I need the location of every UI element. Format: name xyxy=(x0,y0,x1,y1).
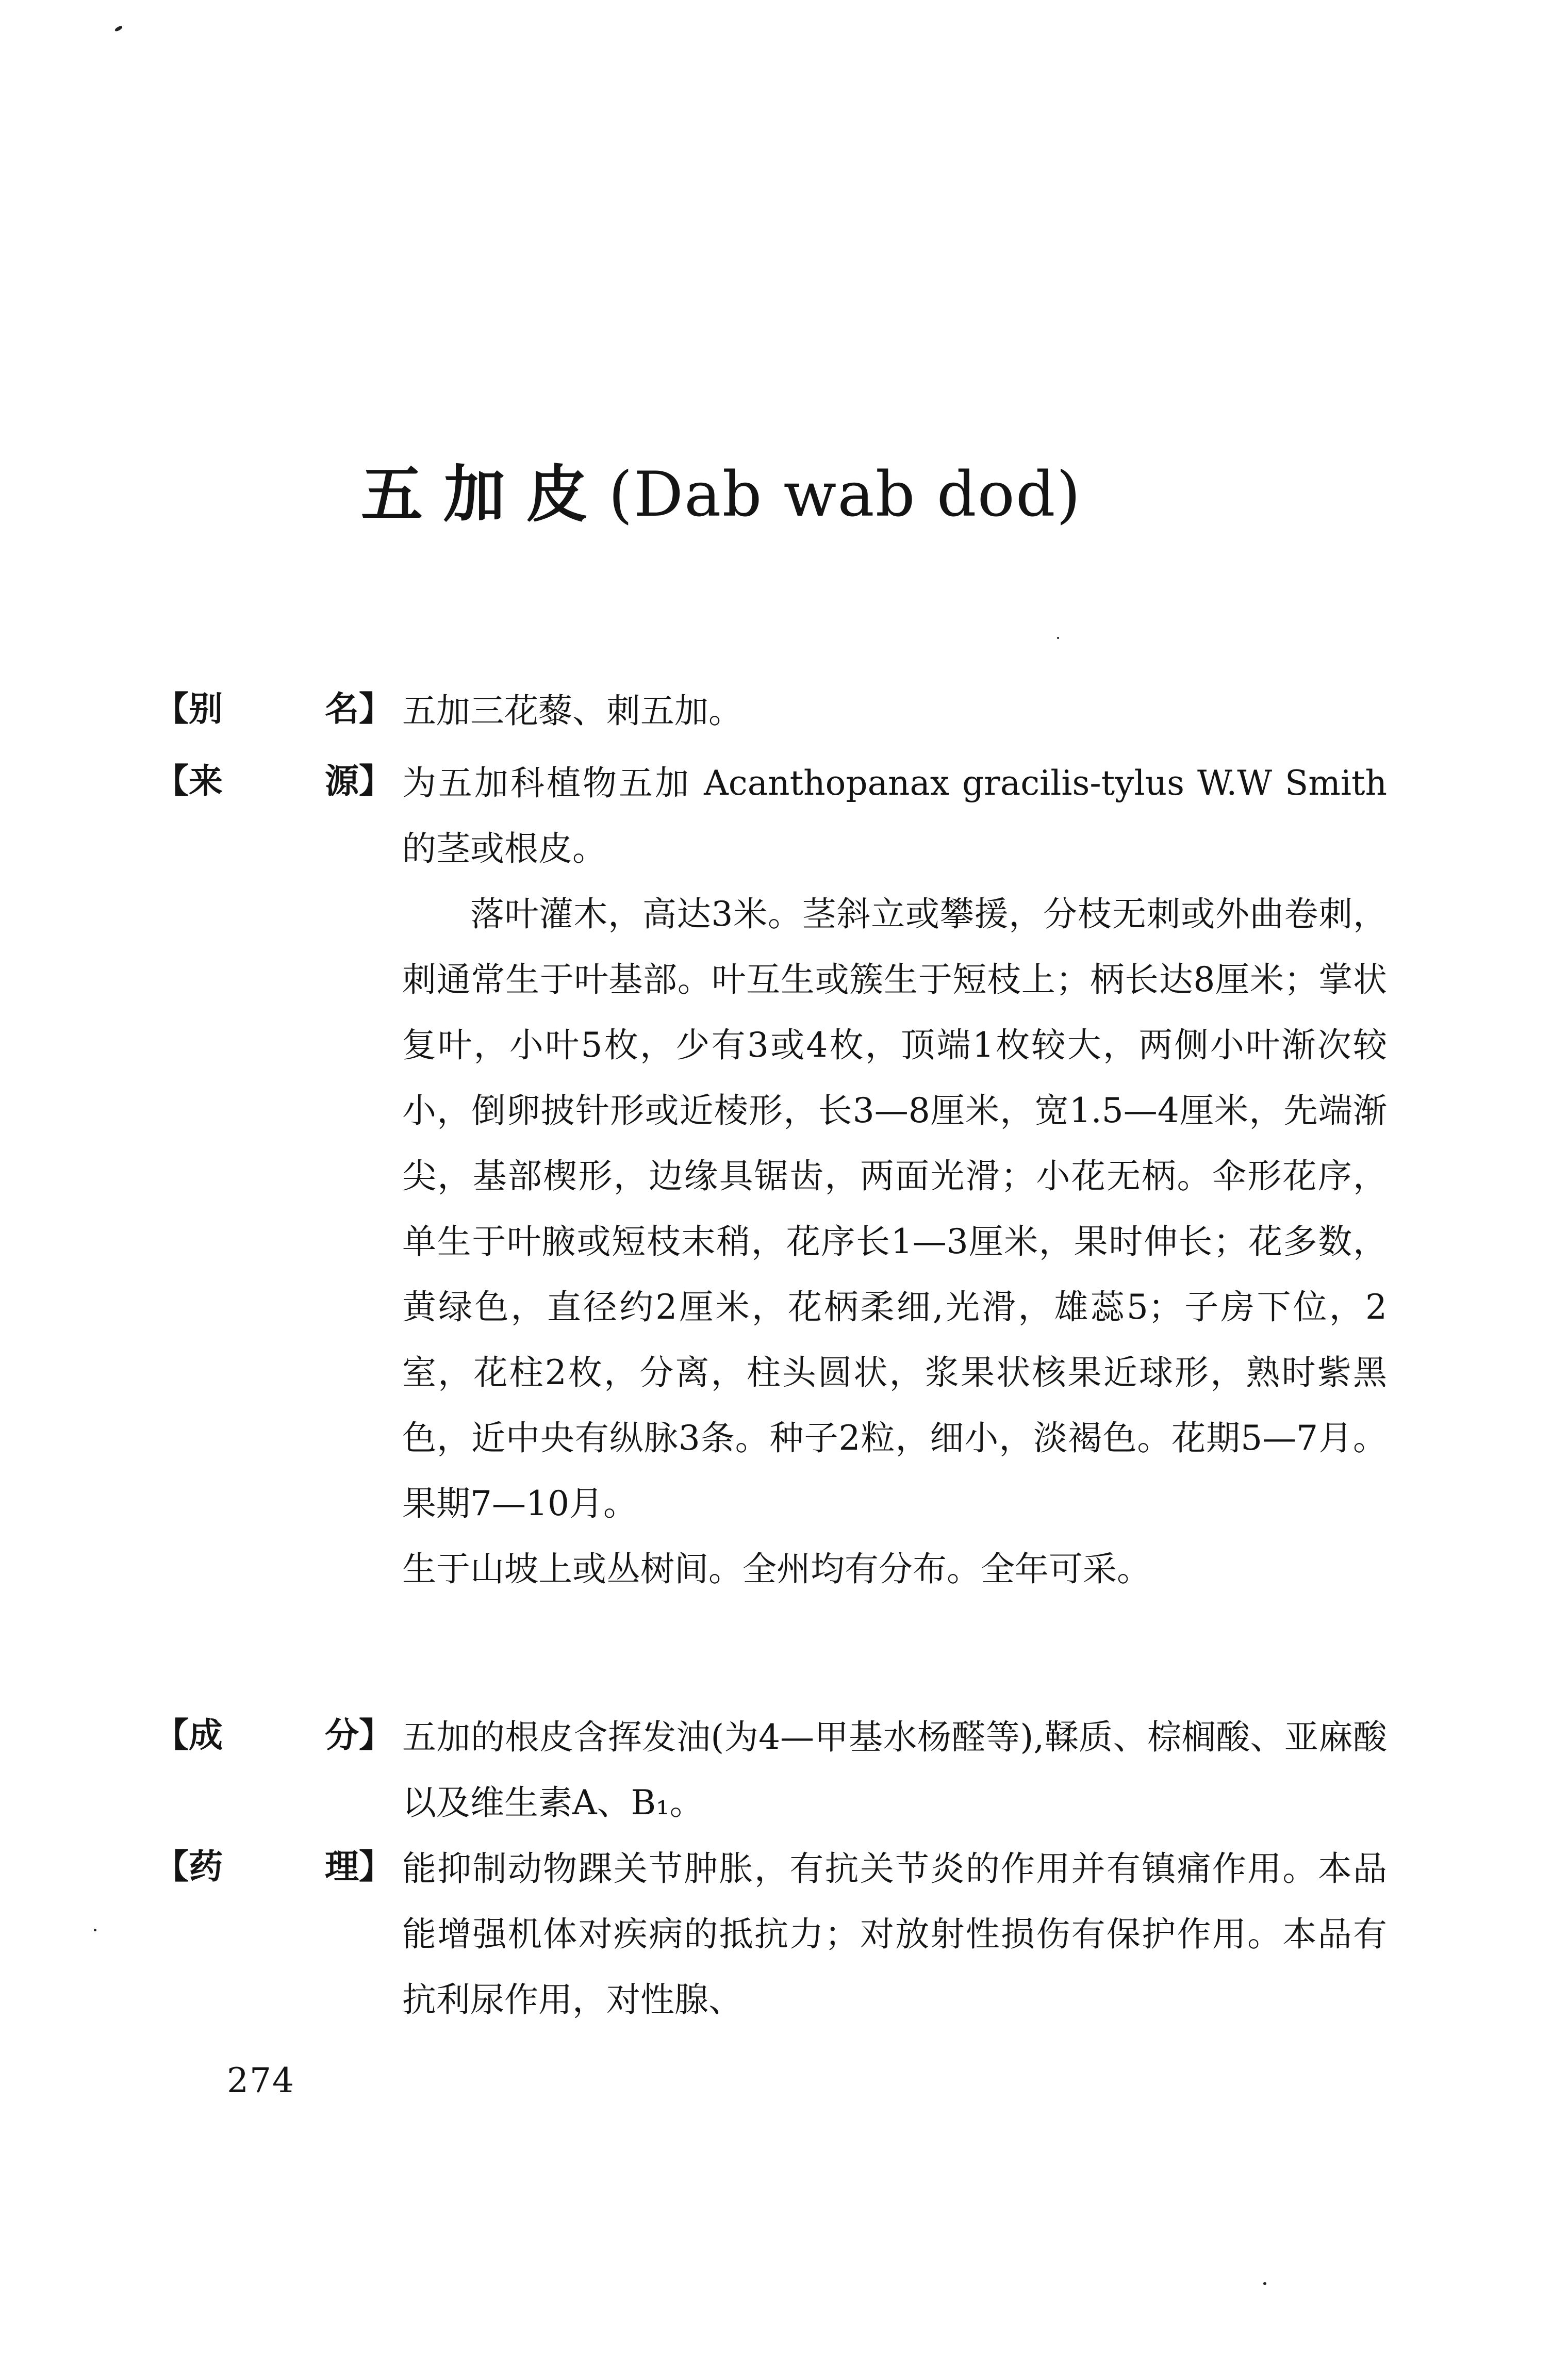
entry-label-left: 【药 xyxy=(155,1847,223,1886)
entry-label-right: 源】 xyxy=(325,761,393,801)
entry-paragraph: 为五加科植物五加 Acanthopanax gracilis-tylus W.W Smith的茎或根皮。 xyxy=(402,763,1387,868)
entry-label-left: 【来 xyxy=(155,761,223,801)
entry-body xyxy=(402,750,1387,1602)
entry-label xyxy=(155,750,412,812)
entry-label-right: 分】 xyxy=(325,1715,393,1755)
title-latin: (Dab wab dod) xyxy=(608,459,1082,531)
entry-paragraph: 生于山坡上或丛树间。全州均有分布。全年可采。 xyxy=(402,1549,1151,1589)
scan-speck xyxy=(94,1929,96,1931)
entry-paragraph: 五加的根皮含挥发油(为4—甲基水杨醛等),鞣质、棕榈酸、亚麻酸以及维生素A、B₁。 xyxy=(402,1717,1387,1823)
entry-label-left: 【成 xyxy=(155,1715,223,1755)
entry-paragraph: 五加三花藜、刺五加。 xyxy=(402,691,742,731)
entry-label xyxy=(155,1704,412,1766)
entry-paragraph: 能抑制动物踝关节肿胀，有抗关节炎的作用并有镇痛作用。本品能增强机体对疾病的抵抗力；对放射性损伤有保护作用。本品有抗利尿作用，对性腺、 xyxy=(402,1849,1387,2020)
scan-speck xyxy=(1057,637,1059,639)
page-number: 274 xyxy=(227,2061,295,2100)
entry-body xyxy=(402,1836,1387,2032)
title-chinese: 五加皮 xyxy=(361,459,608,531)
entry-body xyxy=(402,1704,1387,1835)
page-title xyxy=(361,454,1081,536)
scan-speck xyxy=(1263,2282,1266,2285)
entry-label-left: 【别 xyxy=(155,689,223,729)
entry-label-right: 名】 xyxy=(325,689,393,729)
entry-label xyxy=(155,678,412,740)
entry-label xyxy=(155,1836,412,1898)
entry-label-right: 理】 xyxy=(325,1847,393,1886)
entry-paragraph: 落叶灌木，高达3米。茎斜立或攀援，分枝无刺或外曲卷刺，刺通常生于叶基部。叶互生或簇生于短枝上；柄长达8厘米；掌状复叶，小叶5枚，少有3或4枚，顶端1枚较大，两侧小叶渐次较小，倒卵披针形或近棱形，长3—8厘米，宽1.5—4厘米，先端渐尖，基部楔形，边缘具锯齿，两面光滑；小花无柄。伞形花序，单生于叶腋或短枝末稍，花序长1—3厘米，果时伸长；花多数，黄绿色，直径约2厘米，花柄柔细,光滑，雄蕊5；子房下位，2室，花柱2枚，分离，柱头圆状，浆果状核果近球形，熟时紫黑色，近中央有纵脉3条。种子2粒，细小，淡褐色。花期5—7月。果期7—10月。 xyxy=(402,894,1387,1523)
entry-body xyxy=(402,678,1387,744)
scan-speck xyxy=(114,25,123,32)
